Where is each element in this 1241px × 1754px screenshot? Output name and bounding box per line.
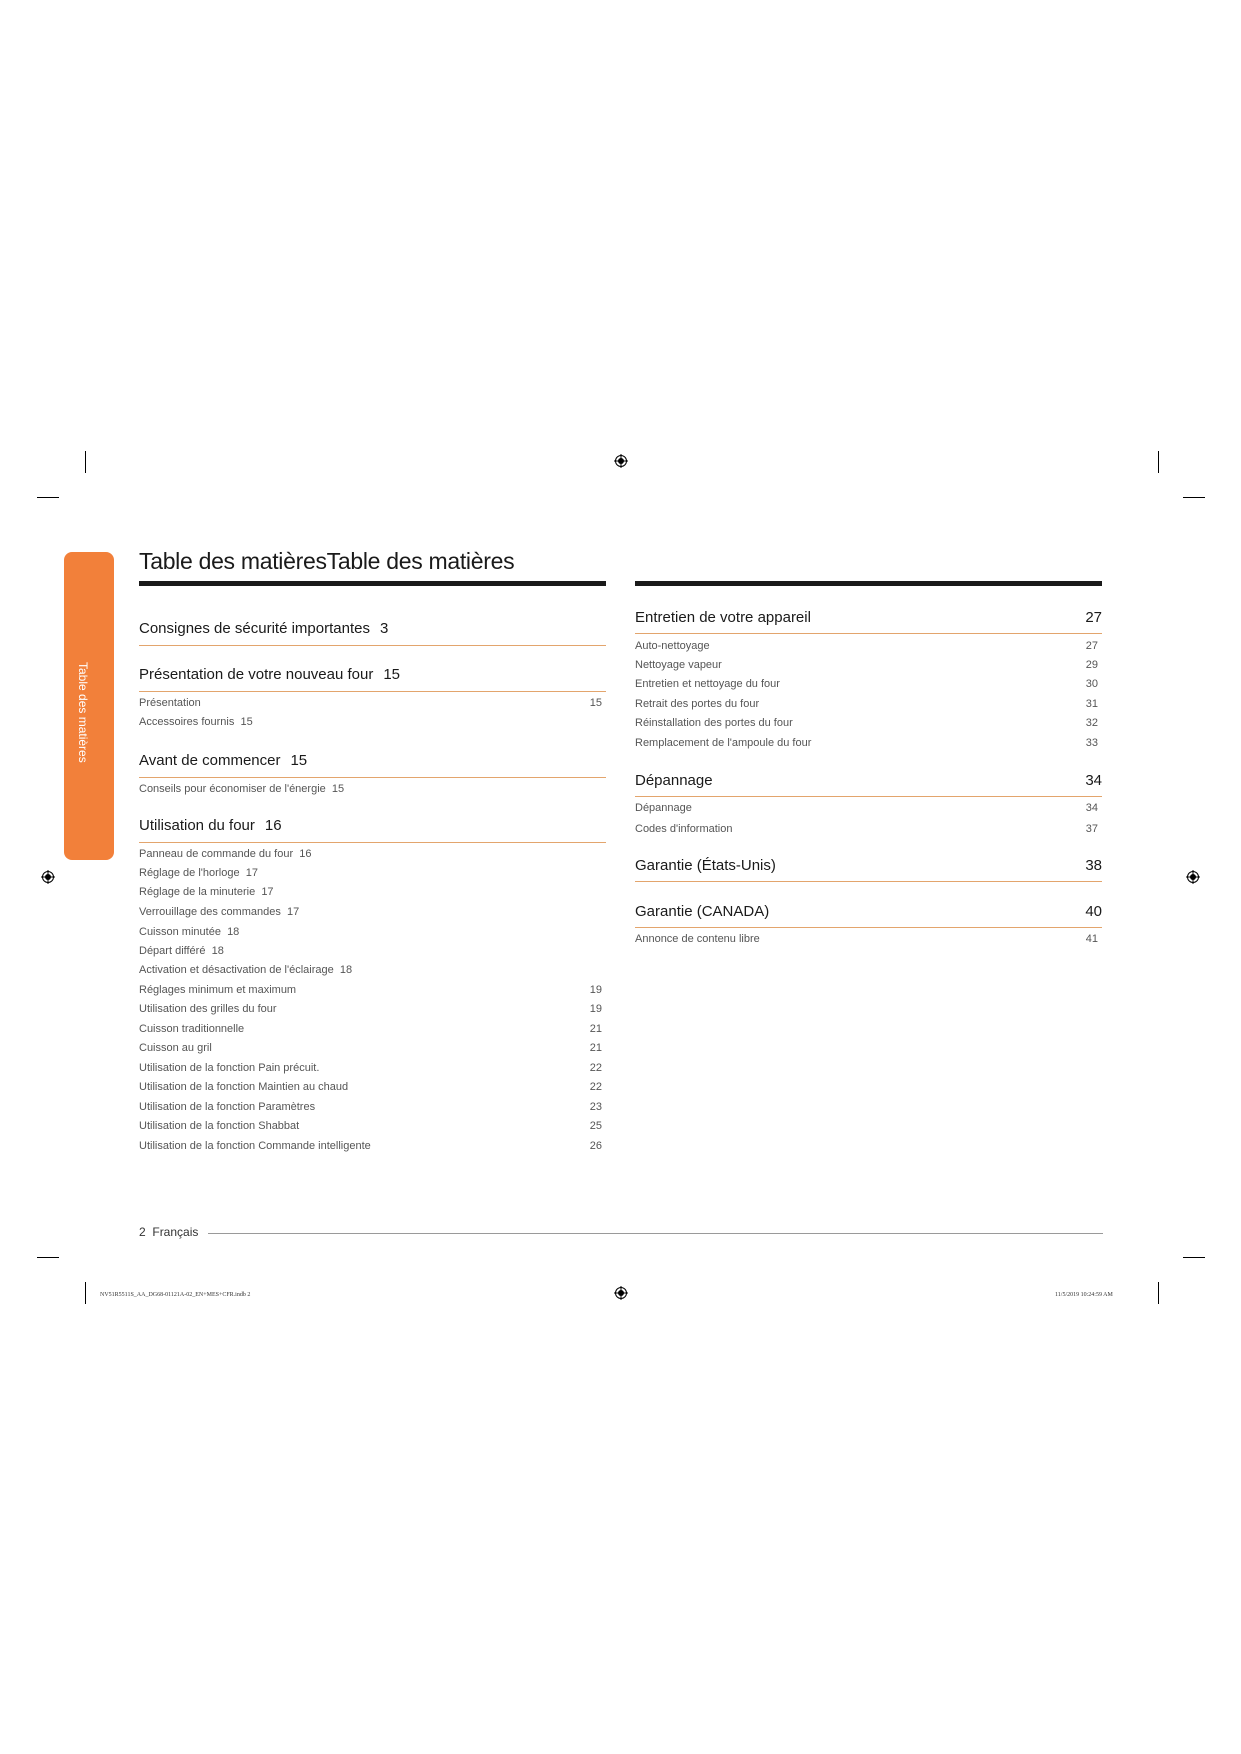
toc-item-page: 32 [1085, 717, 1098, 729]
toc-item-page: 25 [589, 1120, 602, 1132]
footer-language: Français [152, 1225, 199, 1239]
toc-item-page: 30 [1085, 678, 1098, 690]
section-rule [635, 796, 1102, 797]
print-slug-right: 11/5/2019 10:24:59 AM [1055, 1292, 1113, 1298]
toc-item-page: 19 [589, 1003, 602, 1015]
section-rule [139, 691, 606, 692]
side-tab-label: Table des matières [76, 662, 90, 763]
toc-item[interactable]: Utilisation de la fonction Maintien au chaud [139, 1081, 349, 1093]
toc-heading-troubleshooting[interactable]: Dépannage 34 [635, 772, 1102, 789]
toc-item[interactable]: Cuisson minutée 18 [139, 926, 240, 938]
page-title: Table des matièresTable des matières [139, 548, 515, 574]
section-rule [139, 777, 606, 778]
crop-mark [1183, 497, 1205, 498]
toc-heading-before-start[interactable]: Avant de commencer 15 [139, 752, 308, 769]
toc-item[interactable]: Utilisation des grilles du four [139, 1003, 277, 1015]
page-footer [139, 1225, 198, 1239]
toc-item[interactable]: Accessoires fournis 15 [139, 716, 253, 728]
toc-item-page: 41 [1085, 933, 1098, 945]
toc-item-page: 21 [589, 1042, 602, 1054]
toc-heading-safety[interactable]: Consignes de sécurité importantes 3 [139, 620, 389, 637]
registration-mark-icon [614, 1286, 628, 1300]
section-rule [139, 645, 606, 646]
toc-item[interactable]: Utilisation de la fonction Pain précuit. [139, 1062, 320, 1074]
toc-item-page: 26 [589, 1140, 602, 1152]
toc-item-page: 37 [1085, 823, 1098, 835]
toc-item[interactable]: Utilisation de la fonction Paramètres [139, 1101, 316, 1113]
toc-item-page: 29 [1085, 659, 1098, 671]
toc-item[interactable]: Verrouillage des commandes 17 [139, 906, 300, 918]
toc-item[interactable]: Réglage de l'horloge 17 [139, 867, 258, 879]
toc-item-page: 22 [589, 1062, 602, 1074]
crop-mark [37, 497, 59, 498]
crop-mark [1158, 451, 1159, 473]
section-rule [139, 842, 606, 843]
toc-item[interactable]: Nettoyage vapeur [635, 659, 722, 671]
toc-item[interactable]: Conseils pour économiser de l'énergie 15 [139, 783, 345, 795]
toc-item-page: 19 [589, 984, 602, 996]
title-rule-right [635, 581, 1102, 586]
toc-item-page: 33 [1085, 737, 1098, 749]
side-tab [64, 552, 114, 860]
toc-item[interactable]: Activation et désactivation de l'éclairage 18 [139, 964, 353, 976]
registration-mark-icon [614, 454, 628, 468]
crop-mark [1183, 1257, 1205, 1258]
toc-item-page: 22 [589, 1081, 602, 1093]
toc-item[interactable]: Réglage de la minuterie 17 [139, 886, 274, 898]
toc-item[interactable]: Réinstallation des portes du four [635, 717, 793, 729]
toc-item[interactable]: Remplacement de l'ampoule du four [635, 737, 812, 749]
toc-item[interactable]: Cuisson traditionnelle [139, 1023, 245, 1035]
registration-mark-icon [1186, 870, 1200, 884]
title-rule-left [139, 581, 606, 586]
toc-item[interactable]: Utilisation de la fonction Commande intelligente [139, 1140, 371, 1152]
crop-mark [37, 1257, 59, 1258]
toc-item-page: 23 [589, 1101, 602, 1113]
toc-item[interactable]: Présentation [139, 697, 201, 709]
toc-heading-warranty-canada[interactable]: Garantie (CANADA) 40 [635, 903, 1102, 920]
toc-item[interactable]: Entretien et nettoyage du four [635, 678, 780, 690]
crop-mark [85, 451, 86, 473]
toc-item[interactable]: Auto-nettoyage [635, 640, 710, 652]
toc-item-page: 21 [589, 1023, 602, 1035]
toc-item[interactable]: Panneau de commande du four 16 [139, 848, 312, 860]
crop-mark [85, 1282, 86, 1304]
toc-item-page: 15 [589, 697, 602, 709]
toc-item[interactable]: Réglages minimum et maximum [139, 984, 297, 996]
section-rule [635, 633, 1102, 634]
print-slug-left: NV51R5511S_AA_DG68-01121A-02_EN+MES+CFR.indb 2 [100, 1292, 251, 1298]
registration-mark-icon [41, 870, 55, 884]
toc-item[interactable]: Codes d'information [635, 823, 733, 835]
toc-item-page: 27 [1085, 640, 1098, 652]
toc-heading-presentation[interactable]: Présentation de votre nouveau four 15 [139, 666, 401, 683]
toc-heading-warranty-us[interactable]: Garantie (États-Unis) 38 [635, 857, 1102, 874]
toc-item[interactable]: Utilisation de la fonction Shabbat [139, 1120, 300, 1132]
toc-item[interactable]: Dépannage [635, 802, 692, 814]
footer-rule [208, 1233, 1103, 1234]
toc-item[interactable]: Retrait des portes du four [635, 698, 760, 710]
toc-item[interactable]: Annonce de contenu libre [635, 933, 760, 945]
page-number: 2 [139, 1225, 146, 1239]
toc-heading-using-oven[interactable]: Utilisation du four 16 [139, 817, 282, 834]
toc-item[interactable]: Cuisson au gril [139, 1042, 212, 1054]
toc-item-page: 34 [1085, 802, 1098, 814]
crop-mark [1158, 1282, 1159, 1304]
toc-heading-maintenance[interactable]: Entretien de votre appareil 27 [635, 609, 1102, 626]
section-rule [635, 881, 1102, 882]
toc-item[interactable]: Départ différé 18 [139, 945, 224, 957]
section-rule [635, 927, 1102, 928]
toc-item-page: 31 [1085, 698, 1098, 710]
